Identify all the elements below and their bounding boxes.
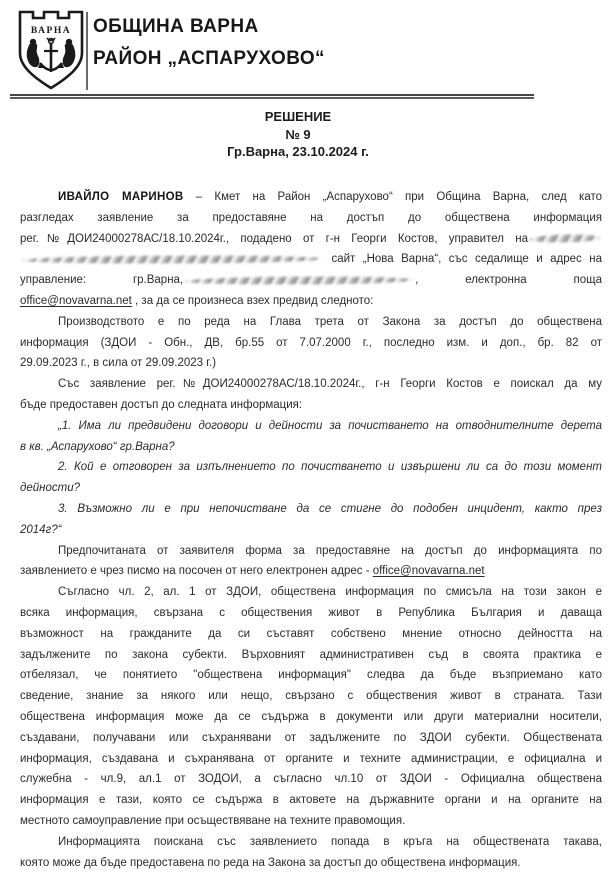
text-segment: сведение, знание за някого или нещо, свързано с обществения живот в страната. Тази	[20, 690, 602, 703]
text-segment: Съгласно чл. 2, ал. 1 от ЗДОИ, обществена информация по смисъла на този закон е	[58, 586, 602, 599]
text-segment: създавани, получавани или съхранявани от задължените по ЗДОИ субекти. Обществената	[20, 731, 602, 744]
text-segment: отбелязал, че понятието "обществена информация" следва да бъде възприемано като	[20, 669, 602, 682]
text-segment: Информацията поискана със заявлението попада в кръга на обществената такава,	[58, 835, 602, 848]
text-line	[20, 665, 602, 686]
redaction-smudge	[184, 276, 414, 284]
text-line	[20, 416, 602, 437]
text-line	[20, 811, 602, 832]
text-segment: информация, създавана и съхранявана от органите и техните администрации, е официална и	[20, 752, 602, 765]
text-segment: разгледах заявление за предоставяне на достъп до обществена информация	[20, 211, 602, 224]
text-segment: всяка информация, свързана с обществения живот в Република България и даваща	[20, 606, 602, 619]
text-line	[20, 270, 602, 291]
redaction-smudge	[21, 256, 323, 264]
text-line	[20, 229, 602, 250]
text-segment: – Кмет на Район „Аспарухово“ при Община Варна, след като	[183, 191, 602, 203]
text-segment: 3. Възможно ли е при непочистване да се стигне до подобен инцидент, както през	[58, 502, 602, 515]
text-segment: ИВАЙЛО МАРИНОВ	[58, 191, 184, 203]
text-line	[20, 499, 602, 520]
text-line	[20, 561, 602, 582]
text-line	[20, 582, 602, 603]
varna-coat-of-arms-logo	[14, 8, 88, 97]
text-line	[20, 437, 602, 458]
text-line	[20, 187, 602, 208]
letterhead-divider	[86, 12, 88, 90]
text-line	[20, 749, 602, 770]
text-line	[20, 478, 602, 499]
text-segment: дейности?	[20, 482, 80, 495]
text-segment: сайт „Нова Варна“, със седалище и адрес на	[324, 253, 602, 266]
place-and-date: Гр.Варна, 23.10.2024 г.	[227, 144, 369, 159]
text-segment: управление: гр.Варна,	[20, 274, 184, 287]
document-type-title: РЕШЕНИЕ	[264, 109, 332, 124]
text-segment: възможност на гражданите да си съставят собствено мнение относно дейността на	[20, 627, 602, 640]
text-segment: „1. Има ли предвидени договори и дейности за почистването на отводнителните дерета	[58, 419, 602, 432]
text-segment: 2014г?“	[20, 523, 62, 536]
text-segment: бъде предоставен достъп до следната информация:	[20, 398, 303, 411]
text-line	[20, 457, 602, 478]
text-line	[20, 520, 602, 541]
text-line	[20, 853, 602, 874]
text-line	[20, 707, 602, 728]
text-segment: рег.№ДОИ24000278АС/18.10.2024г., подадено от г-н Георги Костов, управител на	[20, 232, 528, 245]
text-segment: 2. Кой е отговорен за изпълнението по почистването и извършени ли са до този момент	[58, 461, 602, 474]
text-segment: заявлението е чрез писмо на посочен от него електронен адрес -	[20, 565, 373, 578]
text-line	[20, 624, 602, 645]
document-body	[20, 187, 602, 873]
text-line	[20, 249, 602, 270]
text-line	[20, 333, 602, 354]
text-line	[20, 728, 602, 749]
text-line	[20, 208, 602, 229]
text-segment: информация е тази, която се съдържа в актовете на държавните органи и на органите на	[20, 794, 602, 807]
text-segment: местното самоуправление при осъществяване на техните правомощия.	[20, 814, 406, 827]
horizontal-double-rule	[10, 94, 534, 99]
text-line	[20, 645, 602, 666]
text-segment: обществена информация може да се съдържа в документи или други материални носители,	[20, 710, 602, 723]
text-segment: Със заявление рег.№ДОИ24000278АС/18.10.2024г., г-н Георги Костов е поискал да му	[58, 378, 602, 391]
decision-number: № 9	[285, 126, 311, 142]
text-line	[20, 769, 602, 790]
text-segment: Предпочитаната от заявителя форма за предоставяне на достъп до информацията по	[58, 544, 602, 557]
text-line	[20, 686, 602, 707]
coat-of-arms-icon	[14, 8, 88, 92]
text-line	[20, 353, 602, 374]
text-segment: задължените по закона субекти. Върховният административен съд в своята практика е	[20, 648, 602, 661]
text-segment: информация (ЗДОИ - Обн., ДВ, бр.55 от 7.07.2000 г., последно изм. и доп., бр. 82 от	[20, 336, 602, 349]
text-segment: която може да бъде предоставена по реда на Закона за достъп до обществена информация.	[20, 856, 521, 869]
text-line	[20, 603, 602, 624]
email-text: office@novavarna.net	[20, 294, 132, 307]
text-line	[20, 832, 602, 853]
district-name: РАЙОН „АСПАРУХОВО“	[93, 48, 325, 69]
text-line	[20, 291, 602, 312]
text-segment: Производството е по реда на Глава трета от Закона за достъп до обществена	[58, 315, 602, 328]
text-segment: 29.09.2023 г., в сила от 29.09.2023 г.)	[20, 357, 217, 370]
logo-text: ВАРНА	[30, 26, 72, 36]
text-segment: , електронна поща	[415, 274, 602, 287]
text-line	[20, 790, 602, 811]
text-line	[20, 395, 602, 416]
decision-title-block	[0, 108, 596, 161]
text-segment: служебна - чл.9, ал.1 от ЗОДОИ, а съгласно чл.10 от ЗДОИ - Официална обществена	[20, 773, 602, 786]
text-line	[20, 312, 602, 333]
email-text: office@novavarna.net	[372, 565, 485, 578]
text-line	[20, 541, 602, 562]
text-segment: , за да се произнеса взех предвид следното:	[131, 294, 374, 307]
text-segment: в кв. „Аспарухово“ гр.Варна?	[20, 440, 175, 453]
municipality-name: ОБЩИНА ВАРНА	[93, 16, 259, 37]
text-line	[20, 374, 602, 395]
redaction-smudge	[529, 235, 601, 243]
